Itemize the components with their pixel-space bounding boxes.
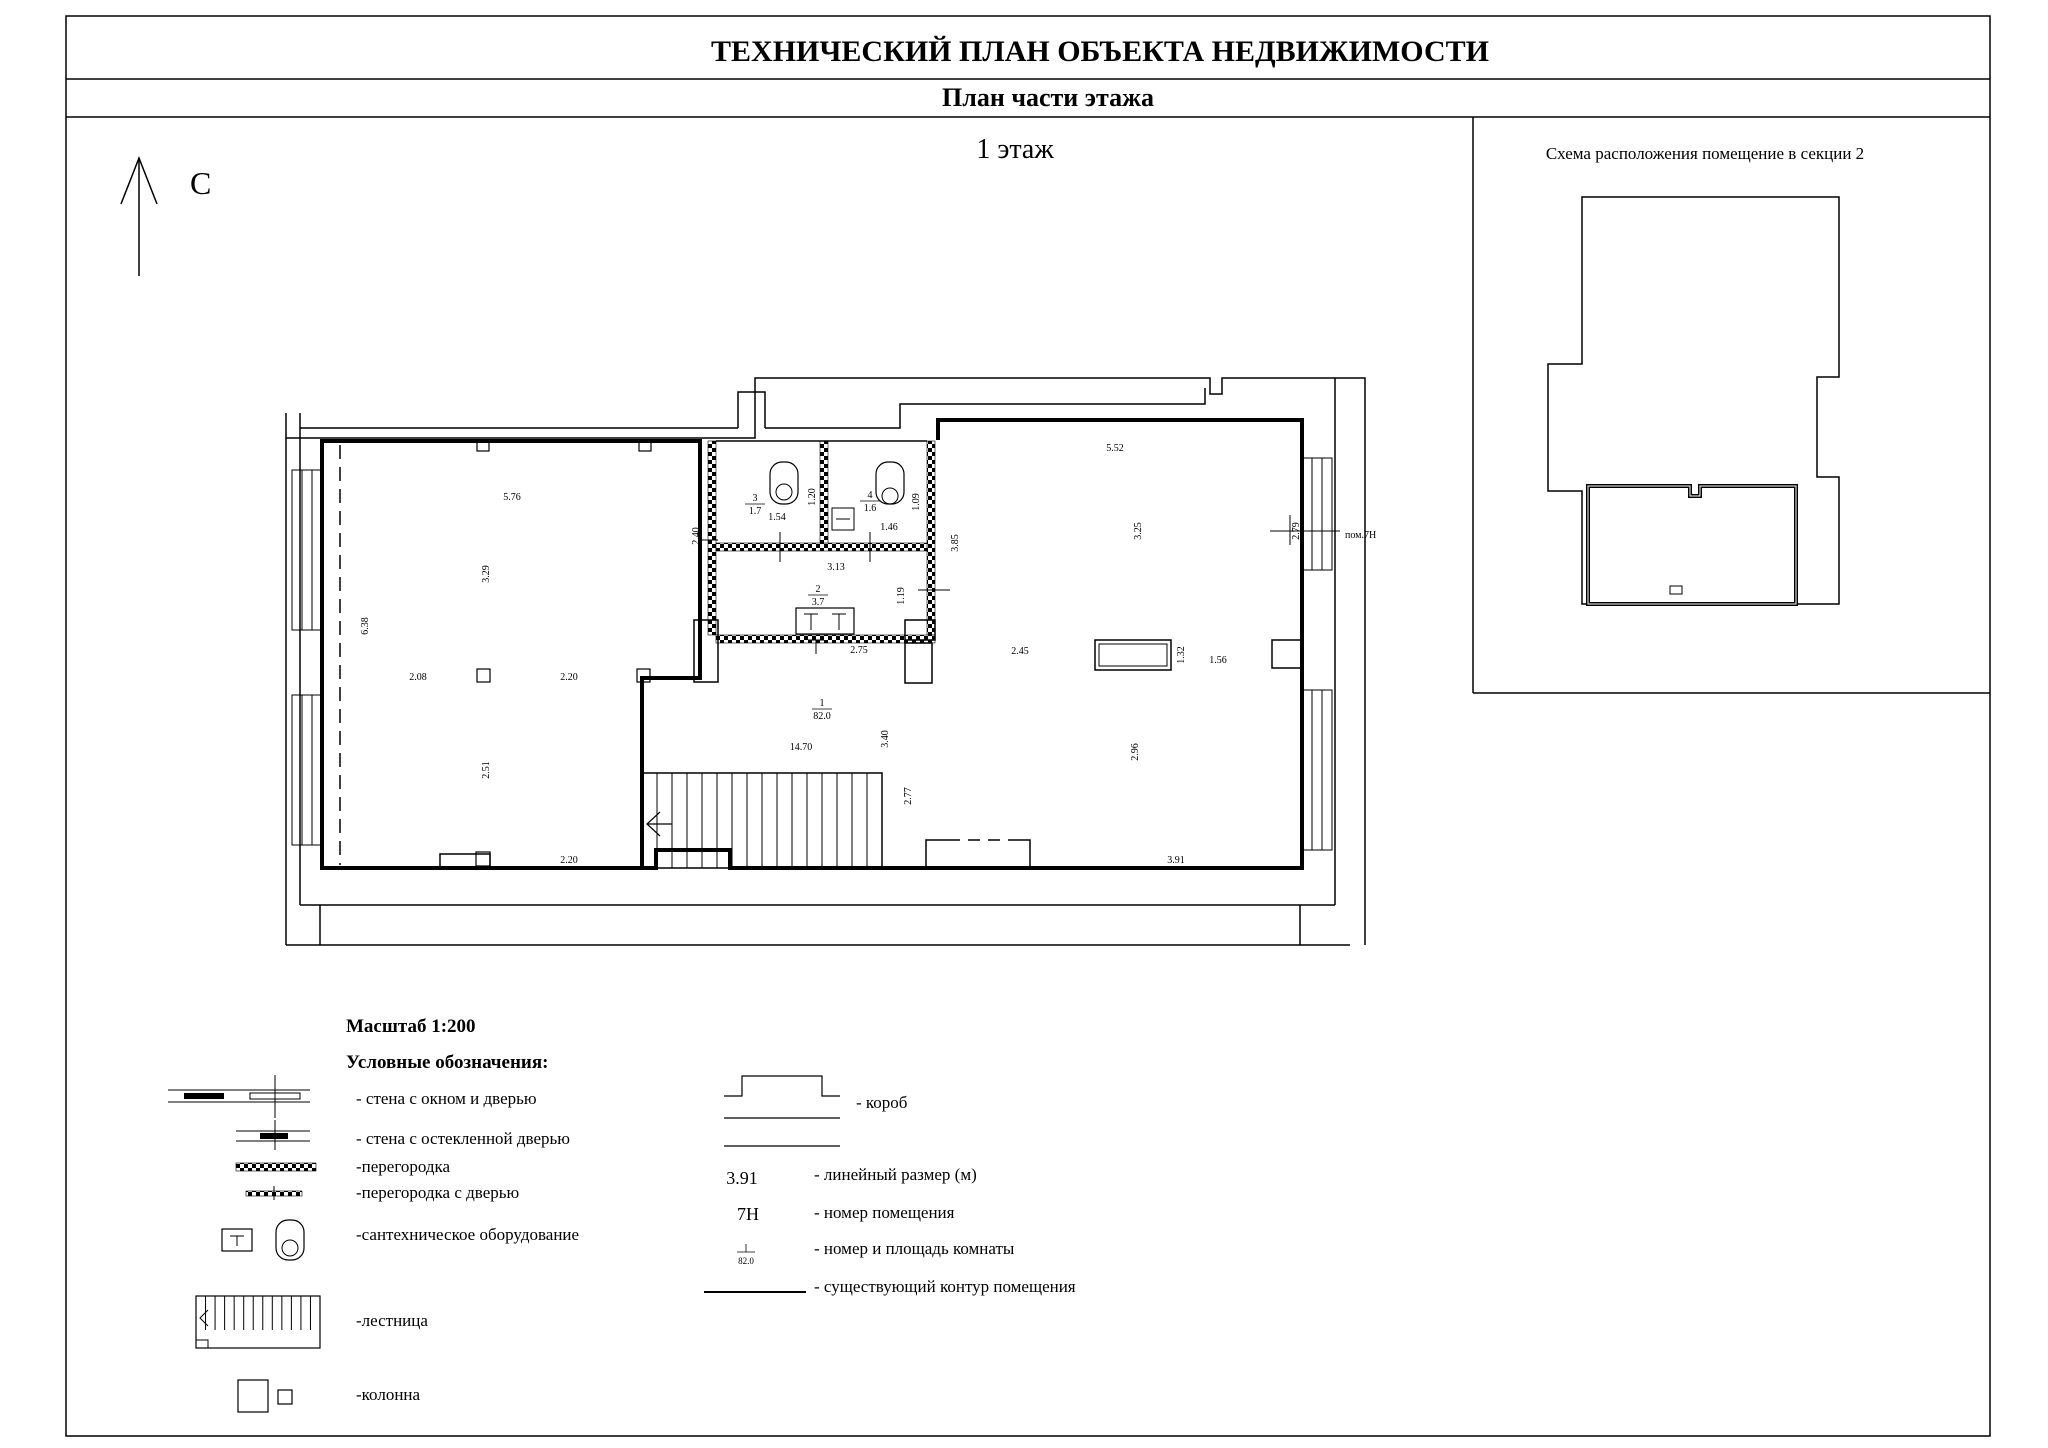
room-number: 1 [819, 698, 825, 709]
room-number: 2 [815, 584, 821, 595]
stairs [642, 773, 882, 868]
dim-label: 2.08 [409, 672, 427, 683]
room-labels [745, 490, 880, 722]
legend-item: - стена с остекленной дверью [356, 1129, 570, 1148]
dim-label: 2.79 [1291, 522, 1302, 540]
document-title: ТЕХНИЧЕСКИЙ ПЛАН ОБЪЕКТА НЕДВИЖИМОСТИ [711, 35, 1489, 68]
scale-label: Масштаб 1:200 [346, 1016, 476, 1037]
legend-heading: Условные обозначения: [346, 1052, 549, 1073]
room-area: 1.7 [748, 506, 762, 517]
legend-wall-glazed-door-icon [236, 1120, 310, 1150]
dim-label: 5.76 [503, 492, 521, 503]
dim-label: 3.13 [827, 562, 845, 573]
dim-label: 1.09 [911, 493, 922, 511]
dim-label: 3.85 [950, 534, 961, 552]
document-subtitle: План части этажа [942, 83, 1154, 112]
room-area: 1.6 [863, 503, 877, 514]
dim-label: 2.40 [691, 527, 702, 545]
dim-label: 3.91 [1167, 855, 1185, 866]
legend-sample-area: 82.0 [738, 1256, 754, 1266]
legend-item: -лестница [356, 1311, 428, 1330]
legend-partition-door-icon [246, 1186, 302, 1200]
legend-item: - существующий контур помещения [814, 1277, 1076, 1296]
dim-label: 1.19 [896, 587, 907, 605]
columns [476, 441, 651, 866]
dim-label: 5.52 [1106, 443, 1124, 454]
dim-label: 3.40 [880, 730, 891, 748]
legend-wall-window-door-icon [168, 1075, 310, 1118]
legend-item: -перегородка с дверью [356, 1183, 520, 1202]
legend-column-icon [238, 1380, 292, 1412]
room-number: 4 [867, 490, 873, 501]
north-arrow-icon [121, 158, 157, 276]
dim-label: 1.54 [768, 512, 786, 523]
sheet-frame [66, 16, 1990, 1436]
window-left [292, 445, 340, 865]
dim-label: 1.20 [807, 488, 818, 506]
dim-label: 6.38 [360, 617, 371, 635]
dim-label: 2.45 [1011, 646, 1029, 657]
legend-partition-icon [236, 1163, 316, 1171]
dim-label: 3.29 [481, 565, 492, 583]
inset-title: Схема расположения помещение в секции 2 [1545, 144, 1865, 163]
sanitary-equipment [770, 462, 904, 654]
room-area: 82.0 [813, 711, 831, 722]
dim-label: 14.70 [789, 742, 813, 753]
room-number: 3 [752, 493, 758, 504]
legend-item: - короб [856, 1093, 908, 1112]
legend-sample-room: 7Н [737, 1204, 759, 1224]
floor-plan [286, 378, 1376, 945]
dim-label: 1.56 [1209, 655, 1227, 666]
north-label: С [190, 165, 212, 201]
legend-item: -колонна [356, 1385, 421, 1404]
legend-item: - стена с окном и дверью [356, 1089, 537, 1108]
dim-label: 3.25 [1133, 522, 1144, 540]
dim-label: 2.96 [1130, 743, 1141, 761]
dim-label: 1.46 [880, 522, 898, 533]
floor-label: 1 этаж [976, 134, 1054, 165]
legend-item: -перегородка [356, 1157, 451, 1176]
legend-item: - номер помещения [814, 1203, 955, 1222]
dim-label: 2.20 [560, 672, 578, 683]
dim-label: 2.51 [481, 761, 492, 779]
legend-item: -сантехническое оборудование [356, 1225, 580, 1244]
legend-duct-icon [724, 1076, 840, 1146]
location-scheme-inset [1473, 117, 1990, 693]
dim-label: 2.77 [903, 787, 914, 805]
dim-label: 2.75 [850, 645, 868, 656]
legend-room-area-icon [737, 1244, 755, 1252]
legend [168, 1016, 1076, 1412]
legend-sample-dim: 3.91 [726, 1168, 758, 1188]
legend-item: - линейный размер (м) [814, 1165, 977, 1184]
window-right [1270, 458, 1340, 850]
legend-stairs-icon [196, 1296, 320, 1348]
dim-label: 2.20 [560, 855, 578, 866]
room-area: 3.7 [811, 597, 825, 608]
dim-label: 1.32 [1176, 646, 1187, 664]
room-ref: пом.7Н [1345, 530, 1377, 541]
partitions [708, 441, 935, 643]
legend-sanitary-icon [222, 1220, 304, 1260]
legend-item: - номер и площадь комнаты [814, 1239, 1015, 1258]
